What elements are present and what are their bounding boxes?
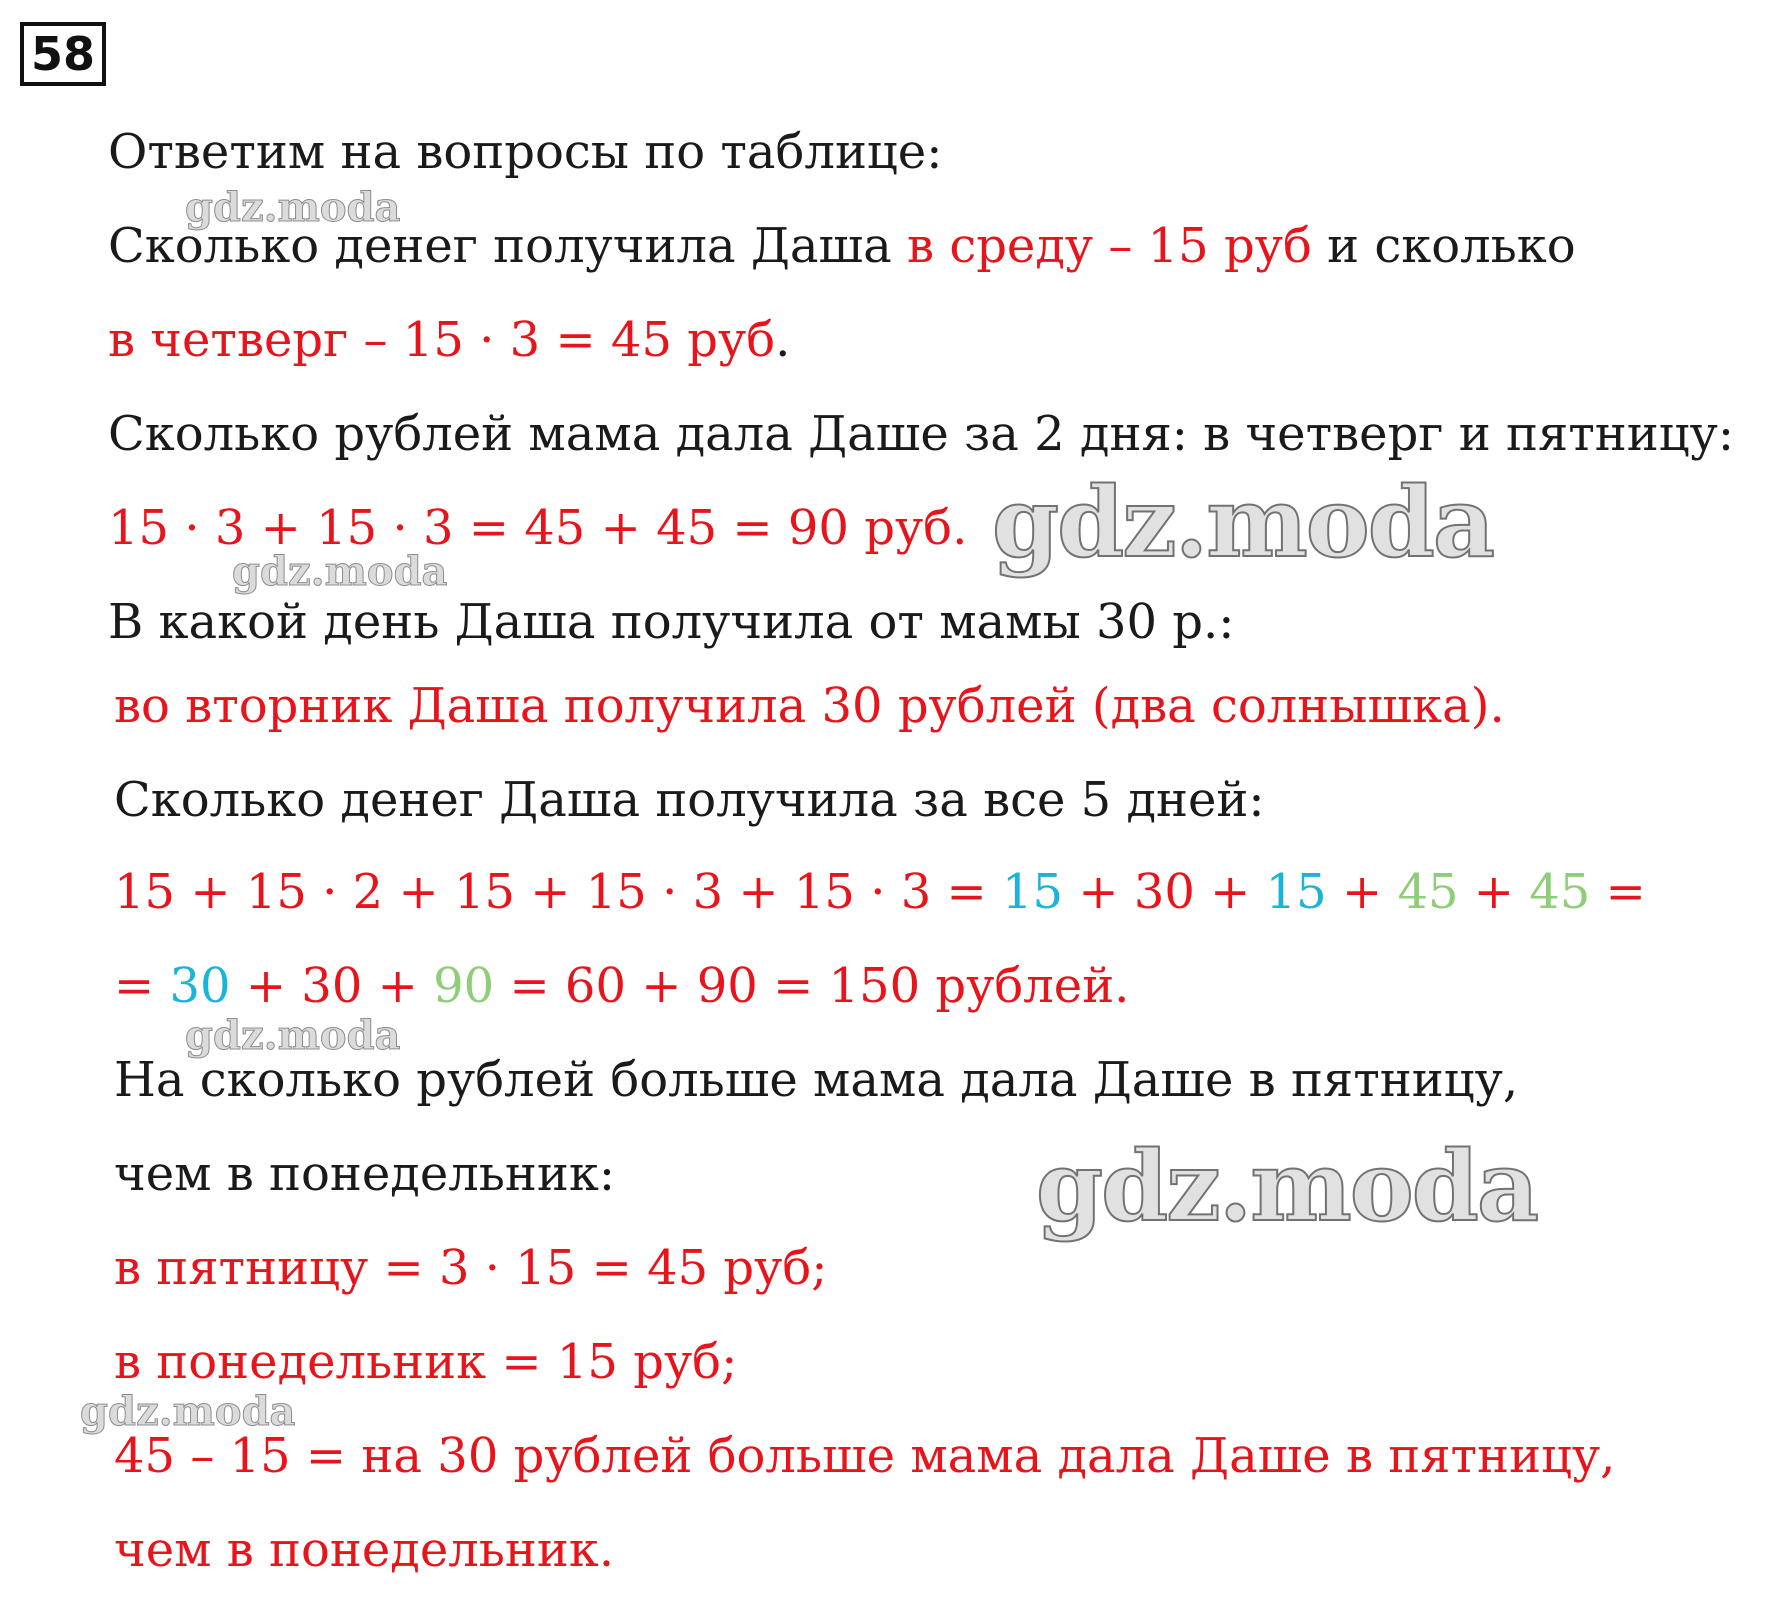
answer-thursday-line: [108, 310, 790, 370]
equation-part: + 30 +: [230, 958, 434, 1014]
answer-difference-line-1: 45 – 15 = на 30 рублей больше мама дала Даше в пятницу,: [114, 1428, 1616, 1484]
equation-cyan-term: 15: [1265, 864, 1327, 920]
watermark: gdz.moda: [232, 548, 448, 595]
answer-difference-line-2: чем в понедельник.: [114, 1522, 615, 1578]
question-text: и сколько: [1311, 218, 1576, 274]
equation-part: +: [1326, 864, 1398, 920]
intro-line: Ответим на вопросы по таблице:: [108, 124, 943, 180]
watermark: gdz.moda: [185, 1012, 401, 1059]
question-wednesday-line: [108, 216, 1576, 276]
answer-which-day-line: во вторник Даша получила 30 рублей (два солнышка).: [114, 678, 1505, 734]
question-difference-line-1: На сколько рублей больше мама дала Даше в пятницу,: [114, 1052, 1519, 1108]
question-five-days-line: Сколько денег Даша получила за все 5 дней:: [114, 772, 1265, 828]
equation-total-line: [114, 956, 1129, 1016]
equation-part: +: [1458, 864, 1530, 920]
watermark-large: gdz.moda: [992, 466, 1494, 579]
watermark: gdz.moda: [80, 1388, 296, 1435]
equation-green-term: 45: [1397, 864, 1459, 920]
equation-green-term: 45: [1529, 864, 1591, 920]
equation-part: 15 + 15 · 2 + 15 + 15 · 3 + 15 · 3 =: [114, 864, 1002, 920]
equation-cyan-term: 30: [169, 958, 231, 1014]
equation-cyan-term: 15: [1002, 864, 1064, 920]
answer-text: в среду – 15 руб: [907, 218, 1312, 274]
answer-two-days-line: 15 · 3 + 15 · 3 = 45 + 45 = 90 руб.: [108, 500, 968, 556]
answer-friday-line: в пятницу = 3 · 15 = 45 руб;: [114, 1240, 828, 1296]
equation-part: = 60 + 90 = 150 рублей.: [494, 958, 1130, 1014]
answer-text: в четверг – 15 · 3 = 45 руб: [108, 312, 776, 368]
watermark-large: gdz.moda: [1036, 1130, 1538, 1243]
watermark: gdz.moda: [185, 184, 401, 231]
period: .: [775, 312, 791, 368]
equation-five-days-line: [114, 862, 1646, 922]
question-two-days-line: Сколько рублей мама дала Даше за 2 дня: в четверг и пятницу:: [108, 406, 1735, 462]
answer-monday-line: в понедельник = 15 руб;: [114, 1334, 738, 1390]
equation-part: =: [114, 958, 170, 1014]
question-which-day-line: В какой день Даша получила от мамы 30 р.:: [108, 594, 1235, 650]
equation-part: + 30 +: [1063, 864, 1266, 920]
equation-green-term: 90: [433, 958, 495, 1014]
equation-part: =: [1590, 864, 1646, 920]
task-number-box: 58: [20, 22, 106, 86]
question-difference-line-2: чем в понедельник:: [114, 1146, 616, 1202]
question-text: Сколько денег получила Даша: [108, 218, 908, 274]
